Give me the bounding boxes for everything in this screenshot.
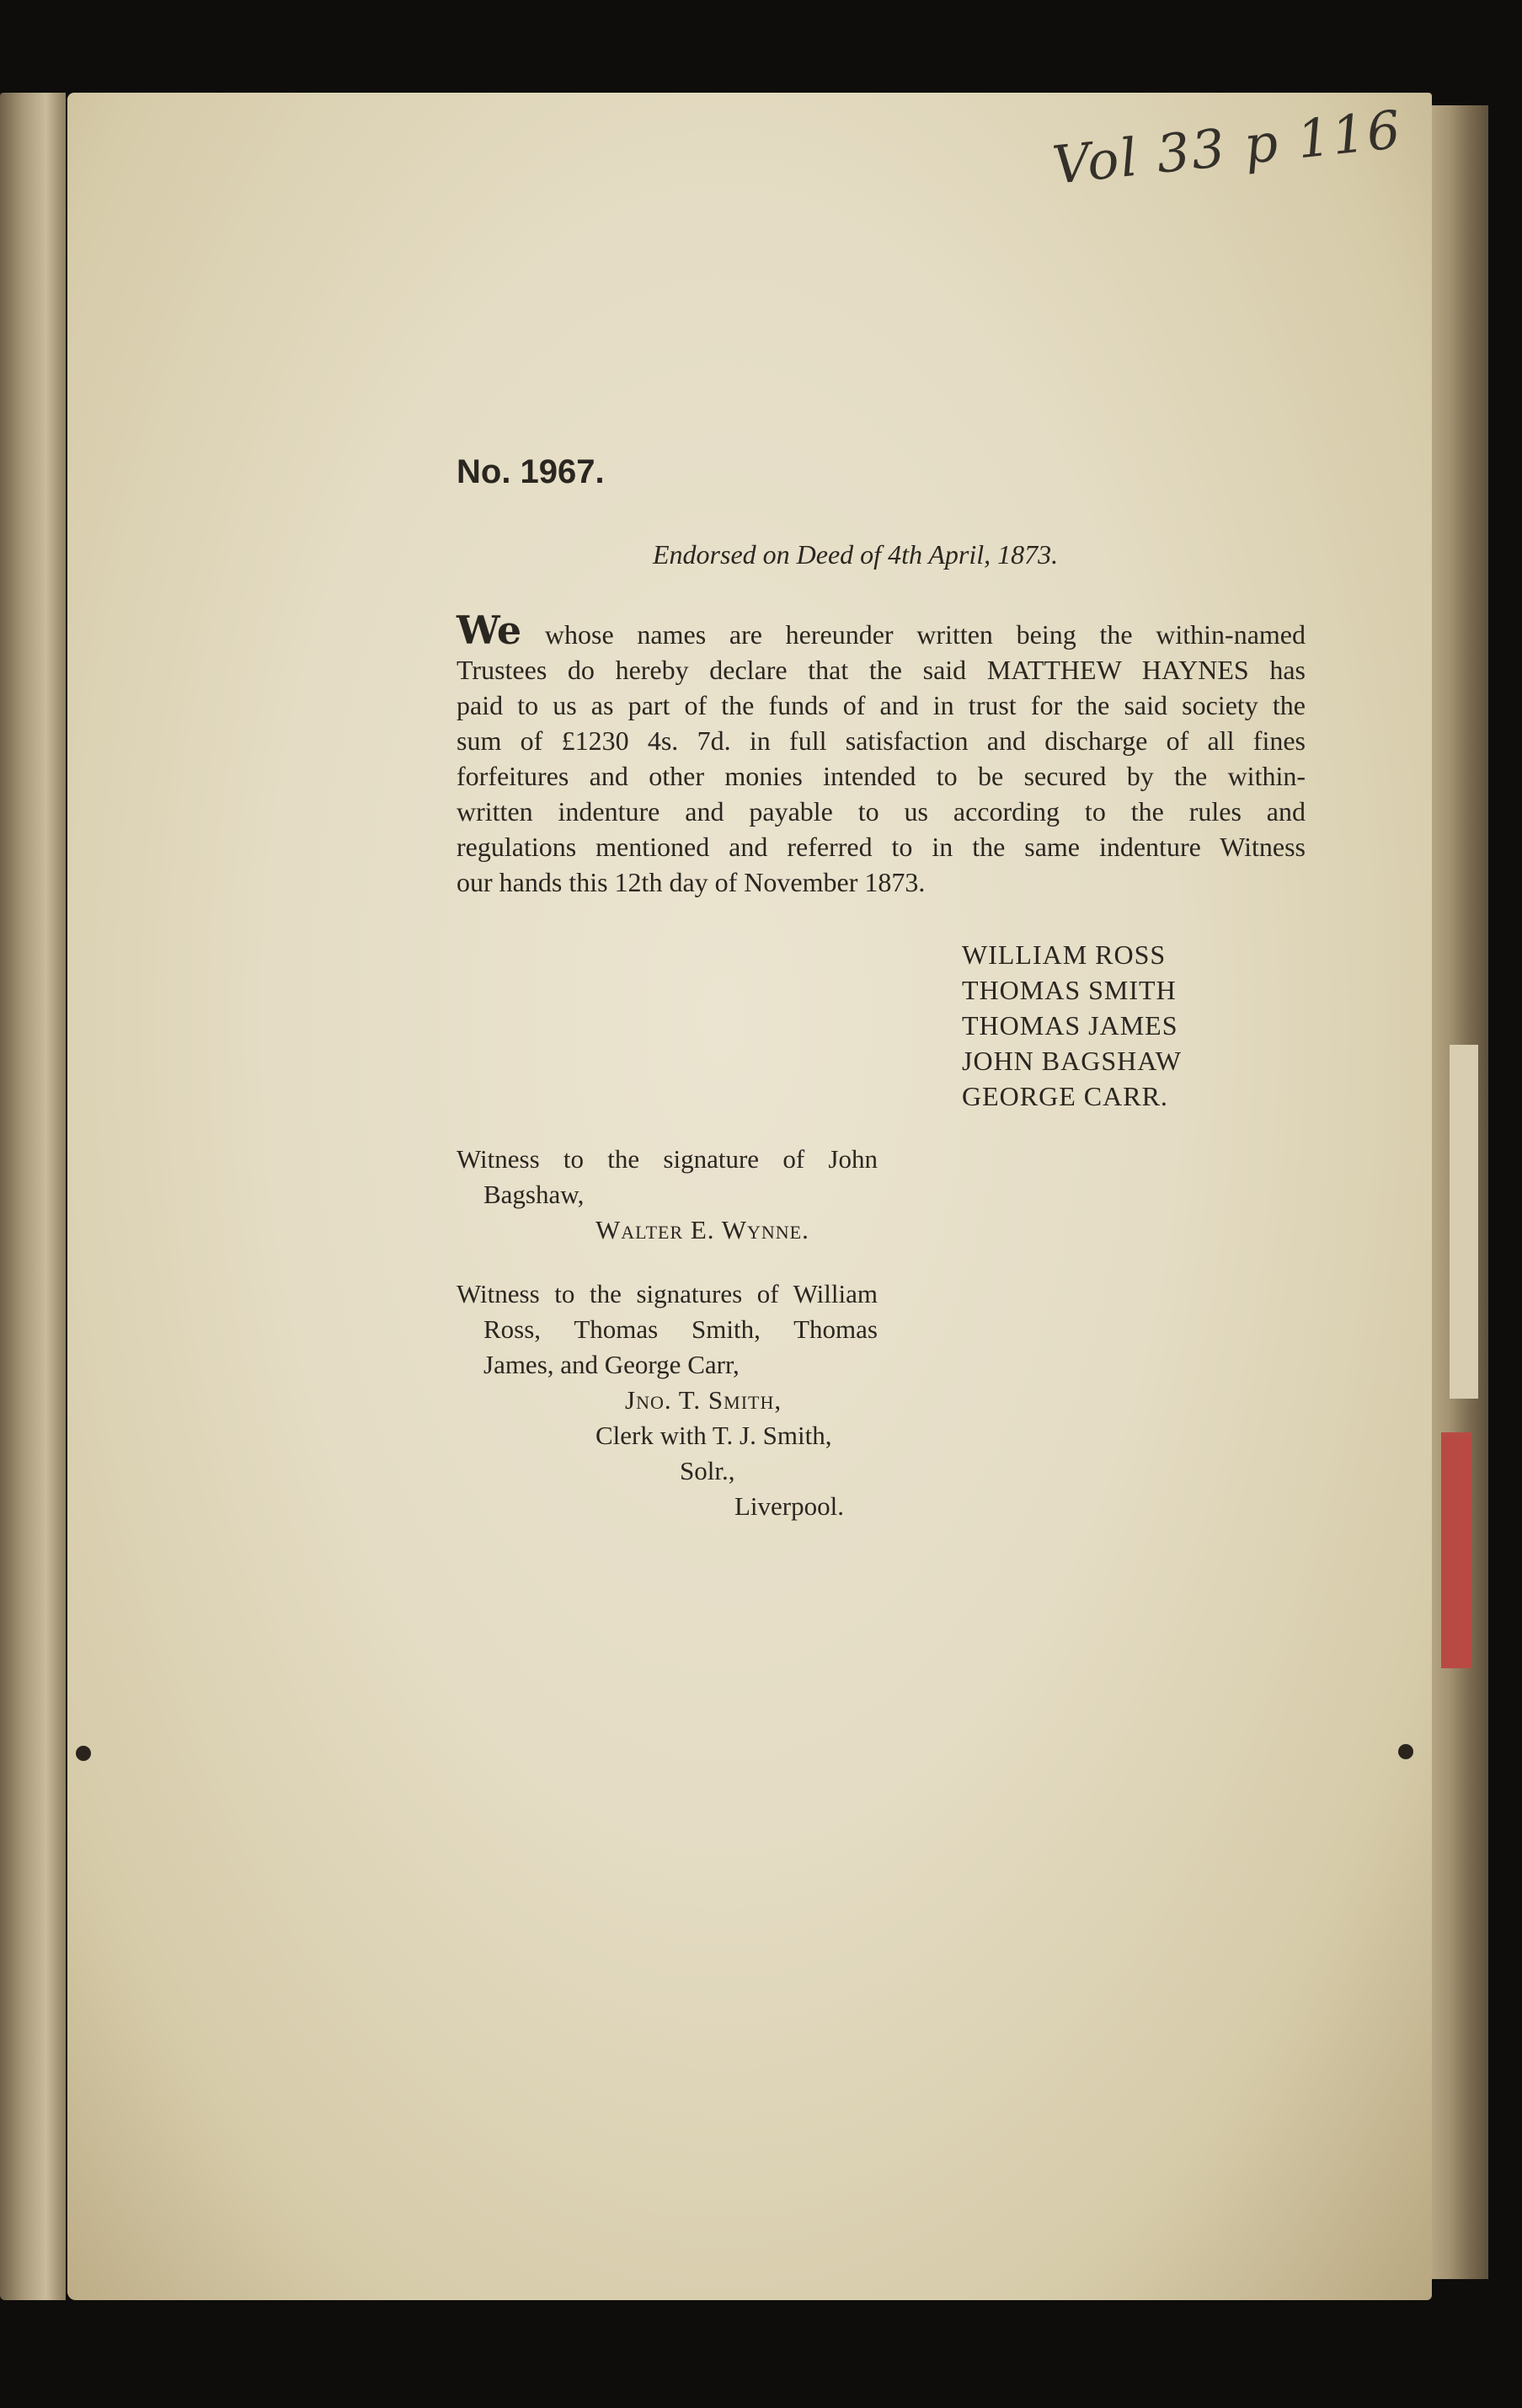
witness-2-line-3: James, and George Carr, bbox=[483, 1350, 740, 1379]
signatory: THOMAS JAMES bbox=[962, 1010, 1178, 1041]
witness-block-1 bbox=[457, 1142, 878, 1248]
witness-2-place: Liverpool. bbox=[734, 1491, 844, 1521]
body-line-2: Trustees do hereby declare that the said MATTHEW HAYNES has bbox=[457, 655, 1306, 685]
drop-cap: We bbox=[457, 607, 522, 653]
body-line-5: forfeitures and other monies intended to be secured by the within- bbox=[457, 761, 1306, 791]
witness-1-line-2: Bagshaw, bbox=[483, 1180, 585, 1209]
witness-1-name: Walter E. Wynne. bbox=[595, 1215, 809, 1244]
red-ribbon-marker bbox=[1441, 1432, 1471, 1668]
body-line-1: We whose names are hereunder written being the within-named bbox=[457, 607, 1306, 653]
facing-page-edge bbox=[0, 93, 66, 2300]
binding-hole bbox=[1398, 1744, 1413, 1759]
trustee-signatures bbox=[962, 937, 1182, 1114]
witness-2-title: Solr., bbox=[680, 1456, 735, 1485]
witness-1-line-1: Witness to the signature of John bbox=[457, 1144, 878, 1174]
declaration-paragraph bbox=[457, 607, 1306, 900]
signatory: JOHN BAGSHAW bbox=[962, 1046, 1182, 1076]
witness-2-line-1: Witness to the signatures of William bbox=[457, 1279, 878, 1308]
witness-2-role: Clerk with T. J. Smith, bbox=[595, 1421, 832, 1450]
endorsement-line: Endorsed on Deed of 4th April, 1873. bbox=[653, 539, 1059, 570]
witness-2-name: Jno. T. Smith, bbox=[625, 1385, 782, 1415]
witness-block-2 bbox=[457, 1276, 878, 1524]
signatory: THOMAS SMITH bbox=[962, 975, 1177, 1005]
body-line-4: sum of £1230 4s. 7d. in full satisfaction and discharge of all fines bbox=[457, 725, 1306, 756]
handwritten-annotation: Vol 33 p 116 bbox=[1049, 98, 1405, 196]
binding-hole bbox=[76, 1746, 91, 1761]
witness-2-line-2: Ross, Thomas Smith, Thomas bbox=[483, 1314, 878, 1344]
body-line-3: paid to us as part of the funds of and in trust for the said society the bbox=[457, 690, 1306, 720]
signatory: GEORGE CARR. bbox=[962, 1081, 1168, 1111]
page-edge-strip bbox=[1450, 1045, 1478, 1399]
signatory: WILLIAM ROSS bbox=[962, 939, 1167, 970]
body-line-6: written indenture and payable to us according to the rules and bbox=[457, 796, 1306, 827]
document-number: No. 1967. bbox=[457, 453, 605, 490]
body-line-8: our hands this 12th day of November 1873. bbox=[457, 867, 926, 897]
body-line-7: regulations mentioned and referred to in the same indenture Witness bbox=[457, 832, 1306, 862]
